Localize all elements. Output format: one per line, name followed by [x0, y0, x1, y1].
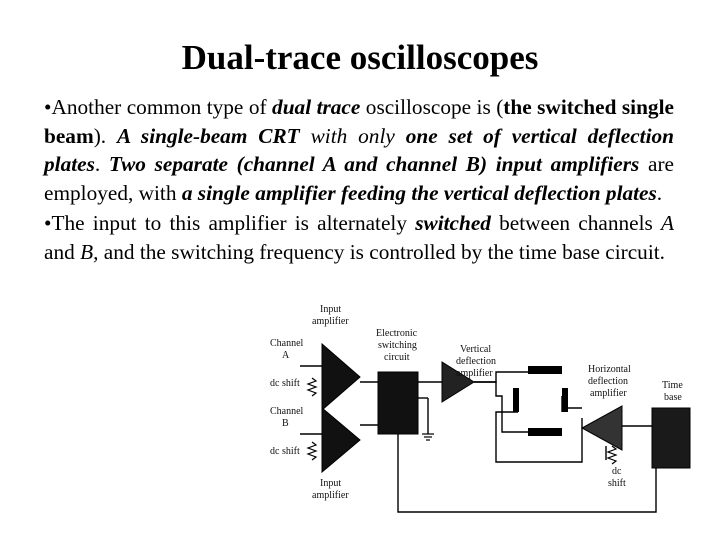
label-horizontal-amp: deflection — [588, 376, 628, 387]
label-input-amp-top: Input — [320, 304, 342, 315]
horizontal-plate-left — [513, 388, 519, 412]
dc-shift-resistor-b — [308, 442, 316, 460]
horizontal-amplifier — [582, 406, 622, 450]
text-run: and the switching frequency is controlled by the time base circuit. — [98, 239, 665, 264]
slide-title: Dual-trace oscilloscopes — [181, 38, 539, 77]
text-run: and — [44, 239, 81, 264]
text-run: the switched single beam — [44, 95, 674, 148]
text-run: . — [656, 180, 663, 205]
label-input-amp-bottom: Input — [320, 478, 342, 489]
bullet-marker: • — [44, 95, 52, 119]
text-run: switched — [415, 211, 491, 236]
text-run: The input to this amplifier is alternately — [51, 211, 416, 236]
dc-shift-resistor-a — [308, 378, 316, 396]
label-dc-shift-b: dc shift — [270, 446, 300, 457]
bullet-paragraph — [44, 209, 674, 266]
text-run: ). — [93, 123, 117, 148]
vertical-plate-top — [528, 366, 562, 374]
label-time-base: Time — [662, 380, 683, 391]
label-channel-a: A — [282, 350, 290, 361]
text-run: with only — [299, 123, 406, 148]
text-run: between channels — [490, 211, 661, 236]
label-vertical-amp: deflection — [456, 356, 496, 367]
label-channel-a: Channel — [270, 338, 304, 349]
label-dc-shift-h: shift — [608, 478, 626, 489]
dc-shift-resistor-h — [608, 446, 616, 464]
label-channel-b: Channel — [270, 406, 304, 417]
label-dc-shift-a: dc shift — [270, 378, 300, 389]
text-run: dual trace — [272, 95, 361, 119]
switching-circuit-box — [378, 372, 418, 434]
text-run: Another common type of — [51, 95, 273, 119]
text-run: Two separate (channel A and channel B) input amplifiers — [108, 152, 640, 177]
bullet-paragraph — [44, 93, 674, 207]
text-run: A — [661, 211, 675, 236]
label-switching-circuit: Electronic — [376, 328, 418, 339]
text-run: a single amplifier feeding the vertical deflection plates — [181, 180, 657, 205]
label-vertical-amp: Vertical — [460, 344, 492, 355]
label-switching-circuit: circuit — [384, 352, 410, 363]
label-dc-shift-h: dc — [612, 466, 622, 477]
label-channel-b: B — [282, 418, 289, 429]
bullet-marker: • — [44, 211, 52, 236]
label-input-amp-top: amplifier — [312, 316, 349, 327]
input-amplifier-b — [322, 408, 360, 472]
text-run: oscilloscope is ( — [360, 95, 504, 119]
input-amplifier-a — [322, 344, 360, 410]
text-run: . — [94, 152, 109, 177]
label-switching-circuit: switching — [378, 340, 417, 351]
label-time-base: base — [664, 392, 682, 403]
label-horizontal-amp: amplifier — [590, 388, 627, 399]
vertical-plate-bottom — [528, 428, 562, 436]
text-run: one set of vertical deflection plates — [44, 123, 674, 177]
label-horizontal-amp: Horizontal — [588, 364, 631, 375]
slide-body — [44, 93, 674, 269]
time-base-box — [652, 408, 690, 468]
label-input-amp-bottom: amplifier — [312, 490, 349, 501]
text-run: are employed, with — [44, 152, 674, 205]
text-run: A single-beam CRT — [117, 123, 300, 148]
dual-trace-block-diagram — [260, 300, 700, 525]
label-vertical-amp: amplifier — [456, 368, 493, 379]
text-run: B, — [80, 239, 99, 264]
horizontal-plate-right — [562, 388, 568, 412]
ground-icon — [422, 434, 434, 440]
